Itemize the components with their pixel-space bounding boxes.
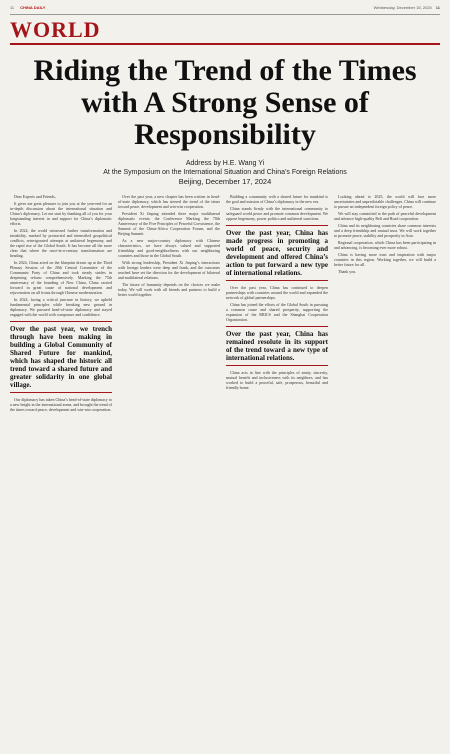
paragraph: It gives me great pleasure to join you at the year-end for an in-depth discussion about the international situation and China’s diplomacy. Let me start by thanking all of you for your longstanding interest in and support for China’s diplomatic efforts.	[10, 201, 112, 226]
address-block	[10, 159, 440, 186]
pull-quote: Over the past year, China has remained resolute in its support of the trend toward a new type of international relations.	[226, 326, 328, 366]
paragraph: In 2024, the world witnessed further transformation and instability, marked by protracted and intensified geopolitical conflicts, reinvigorated attempts at unilateral hegemony, and the rapid rise of the Global South. It has become all the more clear that where the once-in-a-century transformation are heading.	[10, 228, 112, 258]
paragraph: The future of humanity depends on the choices we make today. We will work with all friends and partners to build a better world together.	[118, 282, 220, 297]
paragraph: China and its neighboring countries share common interests and a deep friendship and mutual trust. We will work together to promote peace, stability and prosperity in Asia.	[334, 223, 436, 238]
paragraph: We will stay committed to the path of peaceful development and advance high-quality Belt and Road cooperation.	[334, 211, 436, 221]
section-rule	[10, 43, 440, 45]
paragraph: Looking ahead to 2025, the world will face more uncertainties and unpredictable challenges. China will continue to pursue an independent foreign policy of peace.	[334, 194, 436, 209]
headline: Riding the Trend of the Times with A Strong Sense of Responsibility	[33, 54, 417, 151]
address-speaker: Address by H.E. Wang Yi	[185, 160, 265, 167]
paragraph: Over the past year, China has continued to deepen partnerships with countries around the world and expanded the network of global partnerships.	[226, 285, 328, 300]
paragraph: China has joined the efforts of the Global South in pursuing a common cause and shared prosperity, supporting the expansion of the BRICS and the Shanghai Cooperation Organization.	[226, 302, 328, 322]
section-title: WORLD	[10, 17, 101, 42]
page-header-bar	[10, 0, 440, 15]
paragraph: President Xi Jinping attended three major multilateral diplomatic events: the Conference Marking the 70th Anniversary of the Five Principles of Peaceful Coexistence, the Summit of the China-Africa Cooperation Forum, and the Beijing Summit.	[118, 211, 220, 236]
pull-quote: Over the past year, we trench through have been making in building a Global Community of Shared Future for mankind, which has shaped the historic all trend toward a shared future and greater solidarity in one global village.	[10, 321, 112, 393]
page-number-right: 11	[435, 4, 440, 10]
publication-name: CHINA DAILY	[20, 4, 46, 10]
address-occasion: At the Symposium on the International Situation and China’s Foreign Relations	[103, 169, 347, 176]
article-body	[10, 194, 440, 754]
paragraph: With strong leadership, President Xi Jinping’s interactions with foreign leaders were deep and frank, and the outcomes reached have set the direction for the development of bilateral and multilateral relations.	[118, 260, 220, 280]
paragraph: In 2024, facing a critical juncture in history, we upheld fundamental principles while breaking new ground in diplomacy. We pursued head-of-state diplomacy and stayed engaged with the world with composure and confidence.	[10, 297, 112, 317]
paragraph: In 2024, China acted on the blueprint drawn up at the Third Plenary Session of the 20th Central Committee of the Communist Party of China and took steady strides in deepening reform comprehensively. Marking the 75th anniversary of the founding of New China, China carried forward in great cause of national development and rejuvenation on all fronts through Chinese modernization.	[10, 260, 112, 295]
page-number-left: 11	[10, 4, 15, 10]
paragraph: China stands firmly with the international community to safeguard world peace and promote common development. We oppose hegemony, power politics and unilateral sanctions.	[226, 206, 328, 221]
column-4	[334, 194, 436, 276]
column-3	[226, 194, 328, 392]
paragraph: Building a community with a shared future for mankind is the goal and mission of China’s diplomacy in the new era.	[226, 194, 328, 204]
paragraph: As a new major-country diplomacy with Chinese characteristics, we have always valued and supported friendship and good-neighborliness with our neighboring countries and those in the Global South.	[118, 238, 220, 258]
paragraph: Thank you.	[338, 269, 357, 274]
paragraph: Our diplomacy has taken China’s head-of-state diplomacy to a new height in the international arena, and brought the trend of the times toward peace, development and win-win cooperation.	[10, 397, 112, 412]
paragraph: Over the past year, a new chapter has been written in head-of-state diplomacy, which has steered the trend of the times toward peace, development and win-win cooperation.	[118, 194, 220, 209]
paragraph: Regional cooperation, which China has been participating in and advancing, is becoming ever more robust.	[334, 240, 436, 250]
column-1	[10, 194, 112, 414]
paragraph: Dear Experts and Friends,	[14, 194, 56, 199]
column-2	[118, 194, 220, 299]
pull-quote: Over the past year, China has made progress in promoting a world of peace, security and development and offered China’s action to put forward a new type of international relations.	[226, 225, 328, 281]
paragraph: China acts in line with the principles of amity, sincerity, mutual benefit and inclusiveness with its neighbors, and has worked to build a peaceful, safe, prosperous, beautiful and friendly home.	[226, 370, 328, 390]
address-date: Beijing, December 17, 2024	[178, 177, 272, 186]
paragraph: China is having more trust and inspiration with major countries in this region. Working together, we will build a better future for all.	[334, 252, 436, 267]
issue-date: Wednesday, December 15, 2024	[373, 4, 432, 10]
